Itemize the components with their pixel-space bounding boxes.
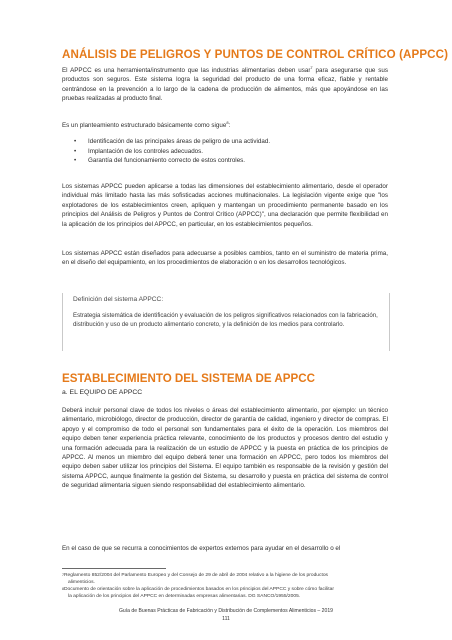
intro-paragraph [62,66,388,104]
bullet-list [74,137,374,166]
experts-paragraph: En el caso de que se recurra a conocimientos de expertos externos para ayudar en el desarrollo o el [62,545,341,552]
footnote-ref-7: 7 [310,64,313,70]
page-number: 111 [222,616,230,622]
footer-title: Guía de Buenas Prácticas de Fabricación y Distribución de Complementos Alimenticios – 2019 [118,608,334,614]
structure-colon: : [228,122,231,129]
footnote-number: 7 [62,573,64,577]
section-heading-establishment: ESTABLECIMIENTO DEL SISTEMA DE APPCC [62,372,315,385]
adaptability-paragraph: Los sistemas APPCC están diseñados para adecuarse a posibles cambios, tanto en el suministro de materia prima, en el diseño del equipamiento, en los procedimientos de elaboración o en los desarrollos tecnológicos. [62,250,388,267]
footnote-divider [62,568,166,569]
page-footer [0,607,452,623]
bullet-item: • Garantía del funcionamiento correcto de estos controles. [74,156,374,166]
bullet-item: • Identificación de las principales áreas de peligro de una actividad. [74,137,374,147]
footnote-text: Reglamento 852/2004 del Parlamento Europeo y del Consejo de 29 de abril de 2004 relativo a la higiene de los productos [64,573,329,578]
footnote-7 [62,572,388,586]
bullet-item: • Implantación de los controles adecuados. [74,147,374,157]
subheading-team: a. EL EQUIPO DE APPCC [62,389,143,396]
footnote-text-continued: alimenticios. [68,580,95,585]
footnote-text: Documento de orientación sobre la aplicación de procedimientos basados en los principios del APPCC y sobre cómo facilitar [64,587,334,592]
structure-paragraph [62,121,388,130]
footnote-8 [62,586,388,600]
structure-text: Es un planteamiento estructurado básicamente como sigue [62,122,227,129]
footnote-number: 8 [62,587,64,591]
footnote-text-continued: la aplicación de los principios del APPCC en determinadas empresas alimentarias. DG SANCO/1955/2005. [68,594,301,599]
intro-text-part-1: El APPCC es una herramienta/instrumento que las industrias alimentarias deben usar [62,67,311,74]
intro-text-part-2: para asegurarse que sus productos son seguros. Este sistema logra la seguridad del producto de una forma eficaz, fiable y rentable centrándose en la prevención a lo largo de la cadena de producción de alimentos, más que apoyándose en las pruebas realizadas al producto final. [62,67,388,103]
scope-paragraph: Los sistemas APPCC pueden aplicarse a todas las dimensiones del establecimiento alimentario, desde el operador individual más limitado hasta las más sofisticadas acciones multinacionales. La legislación vigente exige que "los explotadores de los establecimientos creen, apliquen y mantengan un procedimiento permanente basado en los principios del Análisis de Peligros y Puntos de Control Crítico (APPCC)", una declaración que permite flexibilidad en la aplicación de los principios del APPCC, en particular, en los establecimientos pequeños. [62,183,388,228]
definition-box [62,293,390,351]
team-paragraph: Deberá incluir personal clave de todos los niveles o áreas del establecimiento alimentario, por ejemplo: un técnico alimentario, microbiólogo, director de producción, director de garantía de calidad, ingeniero y director de compras. El apoyo y el compromiso de todo el personal son fundamentales para el éxito de la operación. Los miembros del equipo deben tener experiencia práctica relevante, conocimiento de los productos y procesos dentro del estudio y una formación adecuada para la realización de un estudio de APPCC y la puesta en práctica de los principios de APPCC. Al menos un miembro del equipo deberá tener una formación en APPCC, pero todos los miembros del equipo deben saber utilizar los principios del Sistema. El equipo también es responsable de la revisión y gestión del sistema APPCC, aunque finalmente la gestión del Sistema, su desarrollo y puesta en práctica del sistema de control de seguridad alimentaria siguen siendo responsabilidad del establecimiento alimentario. [62,407,388,490]
definition-text: Estrategia sistemática de identificación y evaluación de los peligros significativos relacionados con la fabricación, distribución y uso de un producto alimentario concreto, y la definición de los medios para controlarlo. [73,312,378,328]
section-heading-appcc: ANÁLISIS DE PELIGROS Y PUNTOS DE CONTROL CRÍTICO (APPCC) [62,48,449,61]
footnote-ref-8: 8 [226,119,229,125]
definition-title: Definición del sistema APPCC: [73,296,164,303]
